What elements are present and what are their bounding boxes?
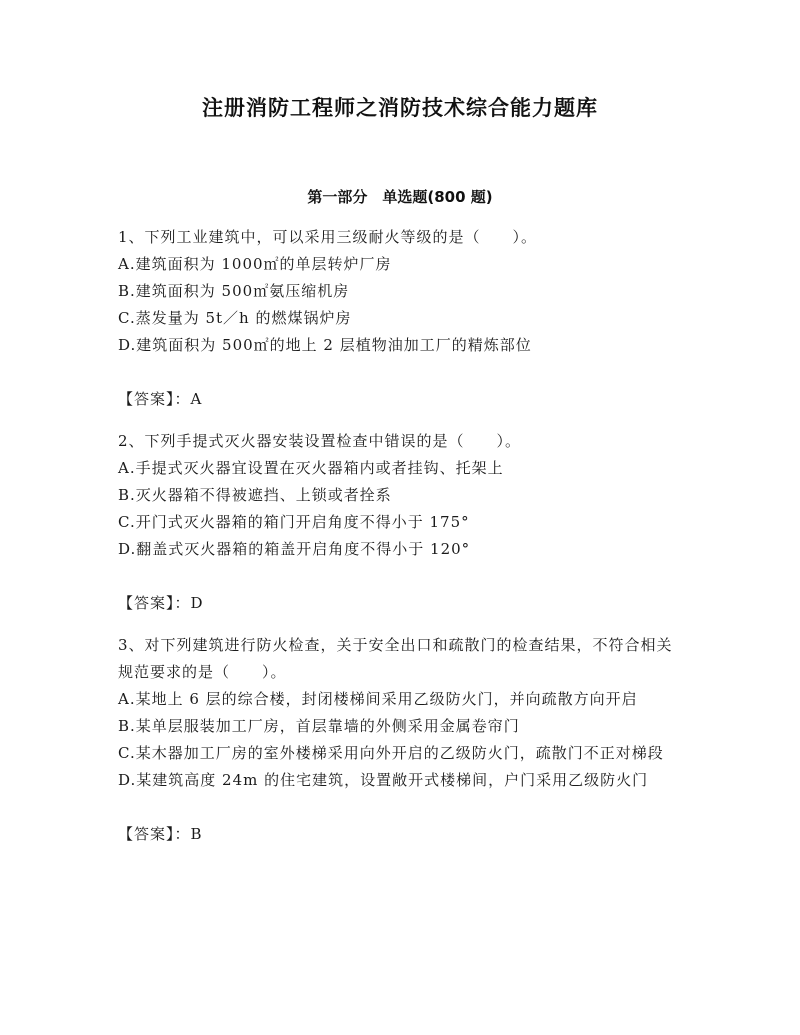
- option-a: A.手提式灭火器宜设置在灭火器箱内或者挂钩、托架上: [118, 459, 504, 477]
- question-stem: 3、对下列建筑进行防火检查，关于安全出口和疏散门的检查结果，不符合相关规范要求的是（ ）。: [118, 636, 673, 681]
- option-c: C.某木器加工厂房的室外楼梯采用向外开启的乙级防火门，疏散门不正对梯段: [118, 744, 664, 762]
- option-b: B.某单层服装加工厂房，首层靠墙的外侧采用金属卷帘门: [118, 717, 520, 735]
- option-d: D.翻盖式灭火器箱的箱盖开启角度不得小于 120°: [118, 540, 471, 558]
- question-stem: 1、下列工业建筑中，可以采用三级耐火等级的是（ ）。: [118, 228, 538, 246]
- option-c: C.蒸发量为 5t／h 的燃煤锅炉房: [118, 309, 352, 327]
- answer-label: 【答案】：: [118, 594, 191, 612]
- option-d: D.某建筑高度 24m 的住宅建筑，设置敞开式楼梯间，户门采用乙级防火门: [118, 771, 649, 789]
- option-c: C.开门式灭火器箱的箱门开启角度不得小于 175°: [118, 513, 470, 531]
- question-3: [118, 632, 688, 848]
- answer-line: [118, 821, 688, 848]
- answer-label: 【答案】：: [118, 390, 191, 408]
- section-title: 第一部分 单选题(800 题): [307, 188, 493, 206]
- question-stem: 2、下列手提式灭火器安装设置检查中错误的是（ ）。: [118, 432, 522, 450]
- answer-value: D: [190, 594, 204, 612]
- answer-line: [118, 386, 688, 413]
- question-2: [118, 428, 688, 617]
- question-list: [118, 224, 688, 863]
- answer-value: A: [190, 390, 203, 408]
- answer-label: 【答案】：: [118, 825, 191, 843]
- option-a: A.某地上 6 层的综合楼，封闭楼梯间采用乙级防火门，并向疏散方向开启: [118, 690, 638, 708]
- option-d: D.建筑面积为 500㎡的地上 2 层植物油加工厂的精炼部位: [118, 336, 532, 354]
- option-b: B.灭火器箱不得被遮挡、上锁或者拴系: [118, 486, 392, 504]
- document-title: 注册消防工程师之消防技术综合能力题库: [202, 96, 598, 120]
- question-1: [118, 224, 688, 413]
- option-a: A.建筑面积为 1000㎡的单层转炉厂房: [118, 255, 392, 273]
- answer-value: B: [190, 825, 203, 843]
- answer-line: [118, 590, 688, 617]
- option-b: B.建筑面积为 500㎡氨压缩机房: [118, 282, 350, 300]
